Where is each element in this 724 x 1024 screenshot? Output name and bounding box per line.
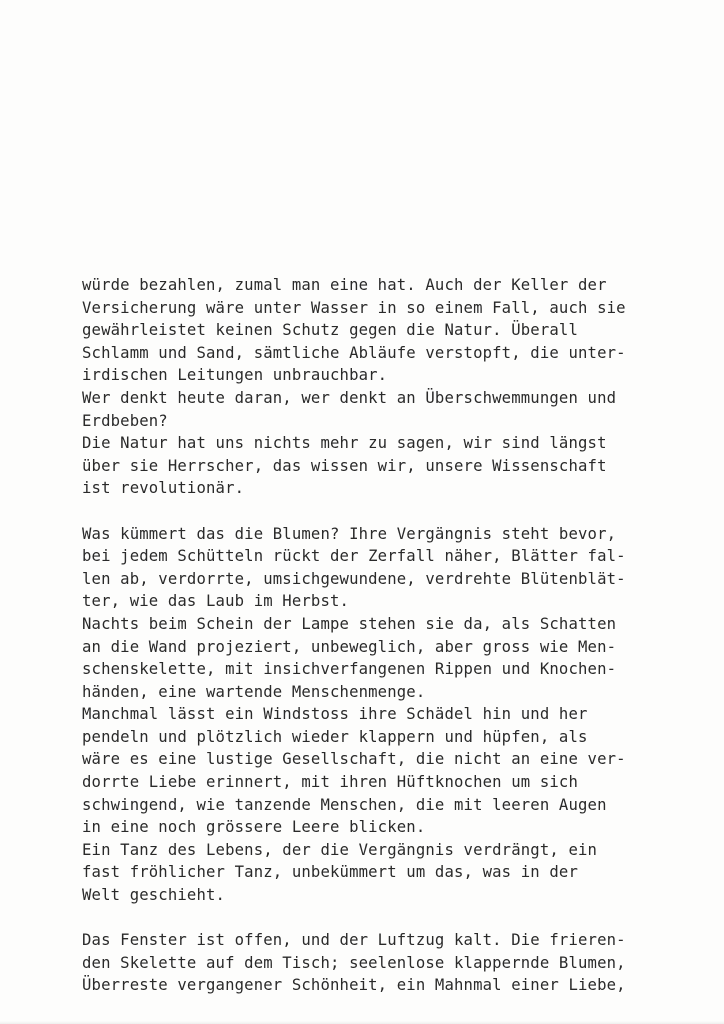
text-line: dorrte Liebe erinnert, mit ihren Hüftknochen um sich	[82, 773, 578, 792]
text-line: ist revolutionär.	[82, 479, 245, 498]
body-text	[82, 274, 682, 997]
text-line: wäre es eine lustige Gesellschaft, die nicht an eine ver-	[82, 750, 626, 769]
text-line: über sie Herrscher, das wissen wir, unsere Wissenschaft	[82, 456, 607, 475]
text-line: den Skelette auf dem Tisch; seelenlose klappernde Blumen,	[82, 953, 626, 972]
text-line: Die Natur hat uns nichts mehr zu sagen, wir sind längst	[82, 434, 607, 453]
text-line: Erdbeben?	[82, 411, 168, 430]
text-line: Welt geschieht.	[82, 886, 226, 905]
text-line: Versicherung wäre unter Wasser in so einem Fall, auch sie	[82, 298, 626, 317]
text-line: Nachts beim Schein der Lampe stehen sie da, als Schatten	[82, 614, 617, 633]
text-line: Wer denkt heute daran, wer denkt an Überschwemmungen und	[82, 388, 617, 407]
text-line: in eine noch grössere Leere blicken.	[82, 818, 426, 837]
text-line: Schlamm und Sand, sämtliche Abläufe verstopft, die unter-	[82, 343, 626, 362]
text-line: Was kümmert das die Blumen? Ihre Vergängnis steht bevor,	[82, 524, 617, 543]
paragraph-3	[82, 929, 682, 997]
text-line: schenskelette, mit insichverfangenen Rippen und Knochen-	[82, 660, 617, 679]
paragraph-1	[82, 274, 682, 500]
text-line: fast fröhlicher Tanz, unbekümmert um das, was in der	[82, 863, 578, 882]
text-line: an die Wand projeziert, unbeweglich, aber gross wie Men-	[82, 637, 617, 656]
text-line: schwingend, wie tanzende Menschen, die mit leeren Augen	[82, 795, 607, 814]
text-line: Überreste vergangener Schönheit, ein Mahnmal einer Liebe,	[82, 976, 626, 995]
text-line: Das Fenster ist offen, und der Luftzug kalt. Die frieren-	[82, 931, 626, 950]
text-line: len ab, verdorrte, umsichgewundene, verdrehte Blütenblät-	[82, 569, 626, 588]
text-line: pendeln und plötzlich wieder klappern und hüpfen, als	[82, 727, 588, 746]
text-line: gewährleistet keinen Schutz gegen die Natur. Überall	[82, 321, 578, 340]
paragraph-2	[82, 523, 682, 907]
text-line: ter, wie das Laub im Herbst.	[82, 592, 350, 611]
text-line: Manchmal lässt ein Windstoss ihre Schädel hin und her	[82, 705, 588, 724]
text-line: irdischen Leitungen unbrauchbar.	[82, 366, 388, 385]
text-line: händen, eine wartende Menschenmenge.	[82, 682, 426, 701]
text-line: bei jedem Schütteln rückt der Zerfall näher, Blätter fal-	[82, 547, 626, 566]
text-line: Ein Tanz des Lebens, der die Vergängnis verdrängt, ein	[82, 840, 598, 859]
text-line: würde bezahlen, zumal man eine hat. Auch der Keller der	[82, 276, 607, 294]
